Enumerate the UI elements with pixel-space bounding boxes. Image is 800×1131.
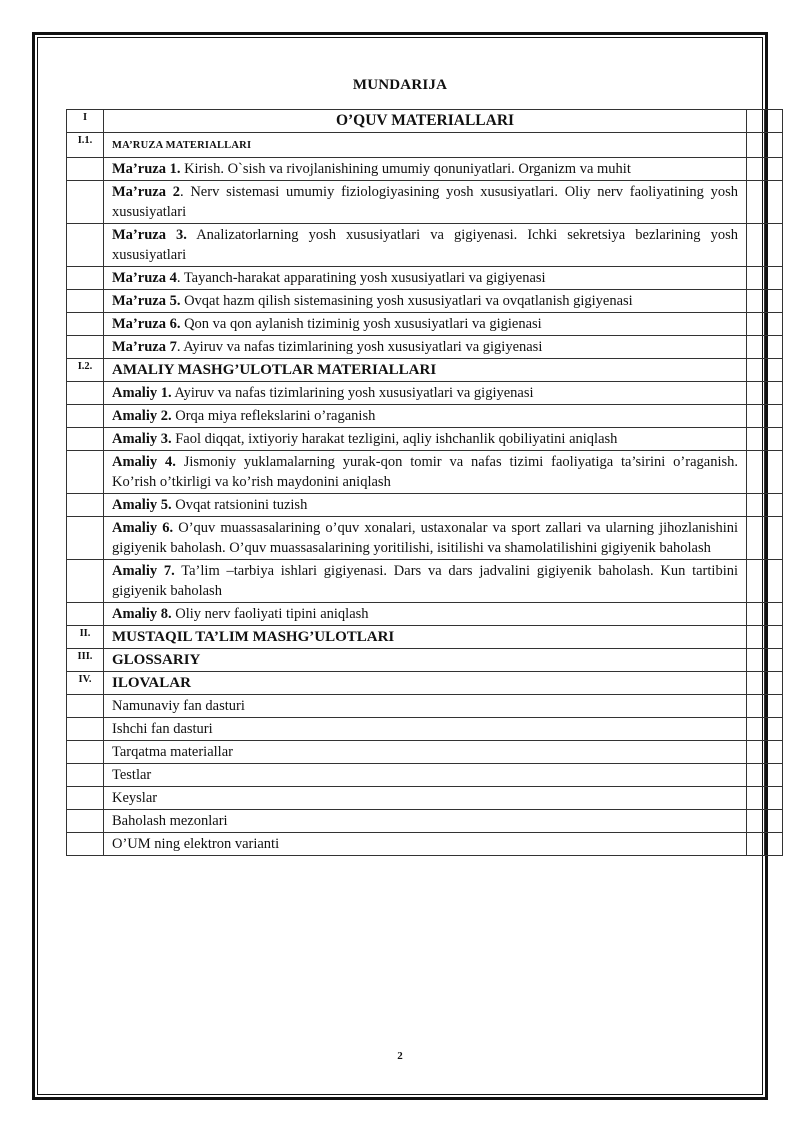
toc-row [67, 313, 783, 336]
margin-column [747, 382, 765, 405]
toc-row-text [104, 833, 747, 856]
toc-row-text [104, 764, 747, 787]
margin-column [765, 428, 783, 451]
toc-row-number [67, 405, 104, 428]
toc-row-number: II. [67, 626, 104, 649]
entry-title: Ishchi fan dasturi [112, 721, 213, 737]
toc-row-text [104, 336, 747, 359]
margin-column [765, 133, 783, 158]
entry-title: Testlar [112, 767, 152, 783]
toc-row-number [67, 181, 104, 224]
entry-title: Keyslar [112, 790, 158, 806]
toc-row-text [104, 290, 747, 313]
toc-row-text [104, 695, 747, 718]
toc-row-text [104, 649, 747, 672]
margin-column [765, 359, 783, 382]
entry-label: Ma’ruza 4 [112, 270, 177, 286]
toc-row-number: I.2. [67, 359, 104, 382]
margin-column [765, 741, 783, 764]
toc-row-number [67, 494, 104, 517]
toc-row-number [67, 313, 104, 336]
margin-column [747, 517, 765, 560]
toc-row-number [67, 603, 104, 626]
margin-column [747, 603, 765, 626]
margin-column [765, 626, 783, 649]
margin-column [765, 494, 783, 517]
toc-row [67, 428, 783, 451]
toc-row [67, 672, 783, 695]
margin-column [747, 560, 765, 603]
margin-column [747, 741, 765, 764]
toc-row-number: III. [67, 649, 104, 672]
margin-column [747, 718, 765, 741]
toc-row-number [67, 428, 104, 451]
entry-label: Ma’ruza 2 [112, 184, 180, 200]
margin-column [747, 494, 765, 517]
margin-column [747, 764, 765, 787]
toc-row-number [67, 787, 104, 810]
entry-title: Ayiruv va nafas tizimlarining yosh xususiyatlari va gigiyenasi [171, 385, 534, 401]
toc-row [67, 359, 783, 382]
toc-row-text [104, 224, 747, 267]
entry-title: Qon va qon aylanish tiziminig yosh xususiyatlari va gigienasi [180, 316, 542, 332]
entry-label: Ma’ruza 3. [112, 227, 187, 243]
toc-row-number [67, 695, 104, 718]
toc-row-number [67, 833, 104, 856]
entry-label: Amaliy 2. [112, 408, 172, 424]
toc-row [67, 382, 783, 405]
entry-title: Oliy nerv faoliyati tipini aniqlash [171, 606, 369, 622]
toc-row-text [104, 787, 747, 810]
section-heading: AMALIY MASHG’ULOTLAR MATERIALLARI [112, 362, 437, 378]
entry-title: Jismoniy yuklamalarning yurak-qon tomir va nafas tizimi faoliyatiga ta’sirini o’raganish. Ko’rish o’tkirligi va ko’rish maydonini aniqlash [112, 454, 738, 490]
margin-column [765, 603, 783, 626]
toc-row-number [67, 764, 104, 787]
toc-row-text [104, 718, 747, 741]
toc-row-text [104, 451, 747, 494]
margin-column [765, 336, 783, 359]
toc-row [67, 110, 783, 133]
toc-row [67, 290, 783, 313]
toc-row [67, 560, 783, 603]
entry-title: Ovqat ratsionini tuzish [171, 497, 308, 513]
entry-title: Orqa miya reflekslarini o’raganish [171, 408, 376, 424]
section-heading: MUSTAQIL TA’LIM MASHG’ULOTLARI [112, 629, 395, 645]
toc-row-text [104, 741, 747, 764]
margin-column [747, 428, 765, 451]
toc-row-text [104, 181, 747, 224]
toc-row [67, 181, 783, 224]
toc-row-text [104, 603, 747, 626]
margin-column [765, 560, 783, 603]
toc-row [67, 741, 783, 764]
margin-column [765, 833, 783, 856]
toc-row-number [67, 382, 104, 405]
toc-row-text [104, 382, 747, 405]
toc-row-text [104, 405, 747, 428]
margin-column [747, 405, 765, 428]
table-of-contents [66, 109, 783, 856]
entry-title: Ovqat hazm qilish sistemasining yosh xususiyatlari va ovqatlanish gigiyenasi [180, 293, 633, 309]
toc-row-number [67, 267, 104, 290]
entry-title: O’UM ning elektron varianti [112, 836, 280, 852]
margin-column [765, 181, 783, 224]
margin-column [765, 313, 783, 336]
toc-row [67, 718, 783, 741]
entry-title: Ta’lim –tarbiya ishlari gigiyenasi. Dars va dars jadvalini gigiyenik baholash. Kun tartibini gigiyenik baholash [112, 563, 739, 599]
margin-column [747, 133, 765, 158]
toc-row [67, 405, 783, 428]
toc-row [67, 158, 783, 181]
toc-row [67, 649, 783, 672]
toc-row-text [104, 428, 747, 451]
toc-row-text [104, 359, 747, 382]
toc-row-text [104, 110, 747, 133]
margin-column [747, 626, 765, 649]
entry-title: Baholash mezonlari [112, 813, 228, 829]
margin-column [747, 290, 765, 313]
toc-row-number [67, 810, 104, 833]
margin-column [747, 336, 765, 359]
toc-row-number [67, 224, 104, 267]
entry-title: O’quv muassasalarining o’quv xonalari, ustaxonalar va sport zallari va ularning jihozlanishini gigiyenik baholash. O’quv muassasalarining yoritilishi, isitilishi va shamolatilishini gigiyenik baholash [112, 520, 739, 556]
entry-label: Amaliy 5. [112, 497, 172, 513]
margin-column [765, 764, 783, 787]
toc-row-number: I [67, 110, 104, 133]
entry-title: Faol diqqat, ixtiyoriy harakat tezligini, aqliy ishchanlik qobiliyatini aniqlash [171, 431, 618, 447]
section-heading: O’QUV MATERIALLARI [335, 112, 515, 129]
toc-row-text [104, 517, 747, 560]
page-title: MUNDARIJA [352, 77, 448, 93]
toc-row [67, 224, 783, 267]
section-heading: GLOSSARIY [112, 652, 201, 668]
toc-row-number [67, 560, 104, 603]
toc-row-text [104, 626, 747, 649]
toc-row-text [104, 560, 747, 603]
margin-column [765, 451, 783, 494]
toc-row-number [67, 290, 104, 313]
toc-row [67, 517, 783, 560]
toc-row [67, 603, 783, 626]
entry-label: Amaliy 6. [112, 520, 174, 536]
toc-row [67, 695, 783, 718]
entry-label: Ma’ruza 6. [112, 316, 181, 332]
toc-row [67, 267, 783, 290]
toc-row-number: IV. [67, 672, 104, 695]
entry-label: Ma’ruza 1. [112, 161, 181, 177]
toc-row-number [67, 158, 104, 181]
margin-column [765, 158, 783, 181]
toc-row-text [104, 158, 747, 181]
toc-row [67, 810, 783, 833]
toc-row [67, 451, 783, 494]
entry-label: Amaliy 1. [112, 385, 172, 401]
margin-column [765, 649, 783, 672]
page-number: 2 [397, 1050, 403, 1062]
entry-title: . Ayiruv va nafas tizimlarining yosh xususiyatlari va gigiyenasi [176, 339, 543, 355]
toc-row-text [104, 313, 747, 336]
toc-row-number [67, 517, 104, 560]
entry-title: Namunaviy fan dasturi [112, 698, 245, 714]
entry-title: Kirish. O`sish va rivojlanishining umumiy qonuniyatlari. Organizm va muhit [180, 161, 631, 177]
margin-column [747, 810, 765, 833]
margin-column [765, 810, 783, 833]
margin-column [747, 451, 765, 494]
margin-column [765, 718, 783, 741]
entry-label: Amaliy 4. [112, 454, 176, 470]
margin-column [765, 382, 783, 405]
section-heading: ILOVALAR [112, 675, 191, 691]
toc-row-number [67, 718, 104, 741]
margin-column [747, 224, 765, 267]
margin-column [747, 787, 765, 810]
margin-column [747, 359, 765, 382]
entry-label: Amaliy 8. [112, 606, 172, 622]
toc-row [67, 787, 783, 810]
toc-row [67, 833, 783, 856]
toc-row [67, 336, 783, 359]
toc-row [67, 494, 783, 517]
margin-column [747, 267, 765, 290]
entry-label: Amaliy 7. [112, 563, 175, 579]
entry-title: Tarqatma materiallar [112, 744, 233, 760]
entry-title: . Nerv sistemasi umumiy fiziologiyasining yosh xususiyatlari. Oliy nerv faoliyatining yosh xususiyatlari [112, 184, 738, 220]
toc-row-text [104, 494, 747, 517]
toc-row-text [104, 672, 747, 695]
margin-column [765, 787, 783, 810]
toc-row-text [104, 267, 747, 290]
toc-row [67, 133, 783, 158]
margin-column [747, 649, 765, 672]
toc-row [67, 626, 783, 649]
margin-column [765, 695, 783, 718]
entry-label: Ma’ruza 7 [112, 339, 177, 355]
margin-column [747, 181, 765, 224]
margin-column [765, 224, 783, 267]
entry-label: Ma’ruza 5. [112, 293, 181, 309]
margin-column [747, 833, 765, 856]
toc-row [67, 764, 783, 787]
margin-column [765, 267, 783, 290]
margin-column [747, 313, 765, 336]
margin-column [747, 695, 765, 718]
margin-column [747, 158, 765, 181]
entry-title: Analizatorlarning yosh xususiyatlari va gigiyenasi. Ichki sekretsiya bezlarining yosh xususiyatlari [112, 227, 738, 263]
toc-row-number [67, 451, 104, 494]
margin-column [765, 290, 783, 313]
toc-row-number: I.1. [67, 133, 104, 158]
margin-column [765, 517, 783, 560]
toc-row-text [104, 810, 747, 833]
margin-column [765, 110, 783, 133]
entry-title: . Tayanch-harakat apparatining yosh xususiyatlari va gigiyenasi [176, 270, 546, 286]
entry-label: Amaliy 3. [112, 431, 172, 447]
margin-column [765, 405, 783, 428]
margin-column [747, 672, 765, 695]
margin-column [747, 110, 765, 133]
toc-row-number [67, 741, 104, 764]
subsection-heading: MA’RUZA MATERIALLARI [112, 140, 252, 151]
margin-column [765, 672, 783, 695]
toc-row-number [67, 336, 104, 359]
toc-row-text [104, 133, 747, 158]
